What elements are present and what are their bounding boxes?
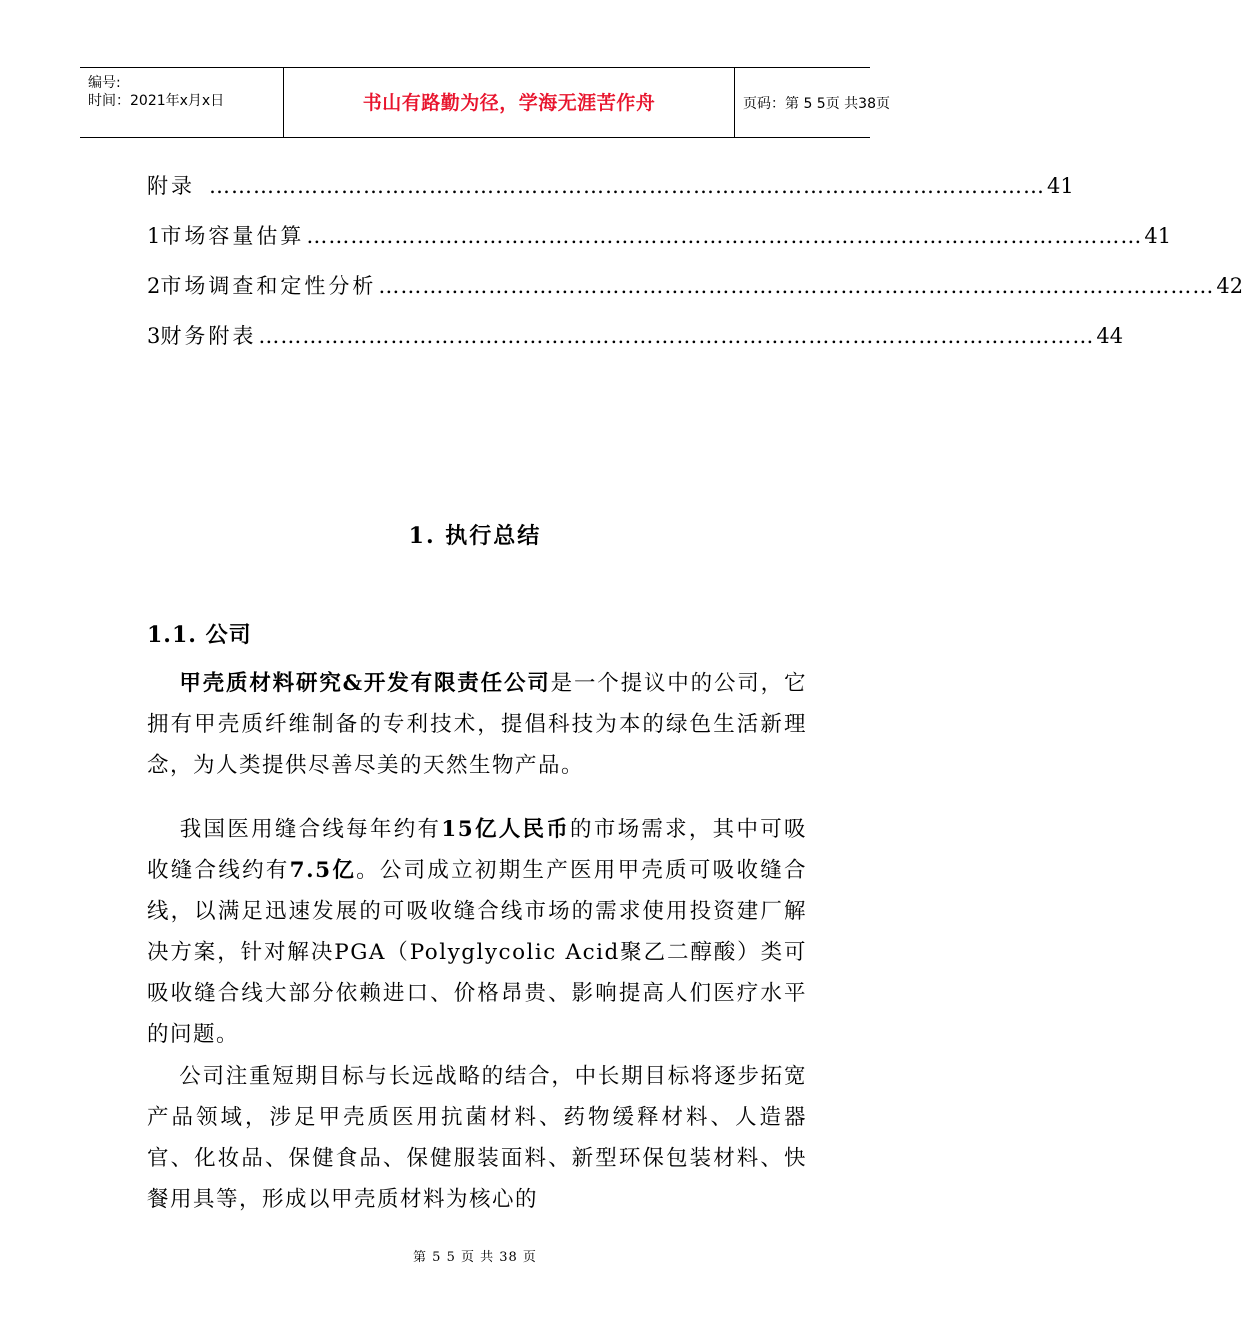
- toc-page: 41: [1047, 174, 1074, 198]
- page-footer: 第 5 5 页 共 38 页: [413, 1250, 537, 1265]
- toc-label: 市场容量估算: [160, 224, 305, 248]
- toc-label: 附录: [147, 174, 195, 198]
- section-heading: 1. 执行总结: [408, 523, 542, 549]
- paragraph-text: 我国医用缝合线每年约有: [179, 817, 442, 842]
- page-label: 页码：第 5 5页 共38页: [743, 96, 890, 112]
- header-meta-cell: [80, 68, 284, 137]
- absorbable-market-size: 7.5亿: [289, 858, 357, 883]
- toc-label: 市场调查和定性分析: [160, 274, 377, 298]
- toc-label: 财务附表: [160, 324, 257, 348]
- toc-row: [147, 222, 1172, 250]
- toc-leader: ……………………………………………………………………………………………………: [378, 274, 1215, 298]
- toc-row: [147, 322, 1124, 350]
- paragraph-text: 是一个提议中的公司，它拥有甲壳质纤维制备的专利技术，提倡科技为本的绿色生活新理念，为人类提供尽善尽美的天然生物产品。: [147, 671, 807, 778]
- toc-row: [147, 172, 1074, 200]
- header-motto-cell: [284, 68, 735, 137]
- toc-leader: ……………………………………………………………………………………………………: [306, 224, 1143, 248]
- toc-page: 42: [1216, 274, 1243, 298]
- toc-page: 44: [1096, 324, 1124, 348]
- toc-row: [147, 272, 1243, 300]
- paragraph-strategy: [147, 1056, 807, 1220]
- toc-number: 2: [147, 274, 161, 298]
- subsection-heading: 1.1. 公司: [147, 622, 252, 648]
- paragraph-text: 公司注重短期目标与长远战略的结合，中长期目标将逐步拓宽产品领域，涉足甲壳质医用抗菌材料、药物缓释材料、人造器官、化妆品、保健食品、保健服装面料、新型环保包装材料、快餐用具等，形成以甲壳质材料为核心的: [147, 1064, 807, 1212]
- toc-leader: ……………………………………………………………………………………………………: [209, 174, 1045, 198]
- header-page-cell: [735, 68, 890, 137]
- time-label: 时间：2021年x月x日: [88, 93, 225, 109]
- toc-number: 3: [147, 324, 161, 348]
- toc-number: 1: [147, 224, 161, 248]
- paragraph-text: 。公司成立初期生产医用甲壳质可吸收缝合线，以满足迅速发展的可吸收缝合线市场的需求使用投资建厂解决方案，针对解决PGA（Polyglycolic Acid聚乙二醇酸）类可吸收缝合线大部分依赖进口、价格昂贵、影响提高人们医疗水平的问题。: [147, 858, 807, 1047]
- paragraph-market: [147, 809, 807, 1055]
- document-header: [80, 67, 890, 138]
- motto: 书山有路勤为径，学海无涯苦作舟: [362, 92, 656, 114]
- paragraph-company: [147, 663, 807, 786]
- number-label: 编号:: [88, 75, 121, 91]
- paragraph-text: 的市场需求，其中可吸收缝合线约有: [147, 817, 807, 883]
- toc-leader: ……………………………………………………………………………………………………: [258, 324, 1095, 348]
- market-size: 15亿人民币: [441, 817, 571, 842]
- toc-page: 41: [1144, 224, 1172, 248]
- company-name: 甲壳质材料研究&开发有限责任公司: [179, 671, 551, 696]
